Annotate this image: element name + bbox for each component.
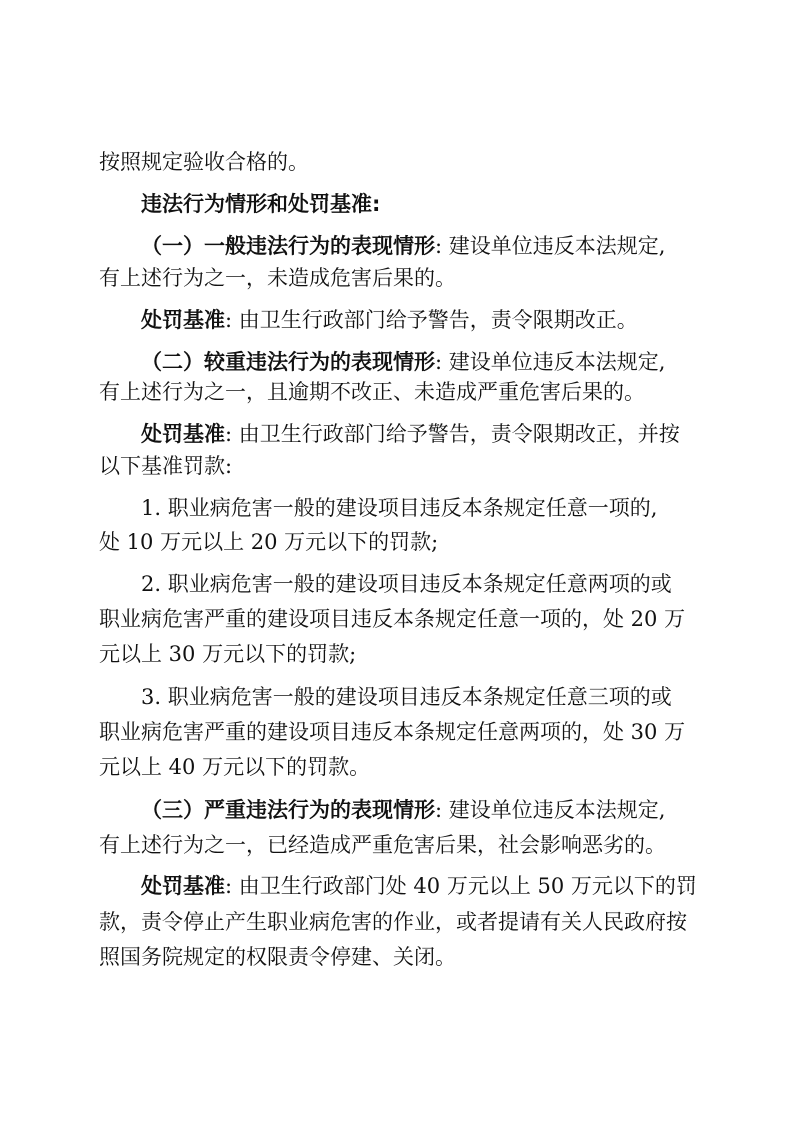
paragraph-text: 按照规定验收合格的。 — [99, 150, 309, 174]
penalty-two-line-2: 以下基准罚款: — [99, 454, 233, 478]
section-three-text: : 建设单位违反本法规定, — [435, 798, 666, 822]
penalty-three-line-3: 照国务院规定的权限责令停建、关闭。 — [99, 945, 456, 969]
penalty-two-line-1 — [141, 420, 680, 448]
section-three-label: （三）严重违法行为的表现情形 — [141, 798, 435, 822]
penalty-three-text: : 由卫生行政部门处 40 万元以上 50 万元以下的罚 — [225, 874, 697, 898]
section-one-line-1 — [141, 232, 665, 260]
penalty-one-label: 处罚基准 — [141, 308, 225, 332]
section-one-label: （一）一般违法行为的表现情形 — [141, 234, 435, 258]
section-heading: 违法行为情形和处罚基准: — [141, 192, 381, 216]
item-two-line-3: 元以上 30 万元以下的罚款; — [99, 642, 357, 666]
item-two-line-2: 职业病危害严重的建设项目违反本条规定任意一项的，处 20 万 — [99, 607, 686, 631]
section-two-line-1 — [141, 348, 665, 376]
item-three-line-3: 元以上 40 万元以下的罚款。 — [99, 755, 371, 779]
penalty-three-label: 处罚基准 — [141, 874, 225, 898]
item-one-line-1: 1. 职业病危害一般的建设项目违反本条规定任意一项的, — [141, 496, 658, 520]
section-three-line-1 — [141, 796, 665, 824]
penalty-three-line-2: 款，责令停止产生职业病危害的作业，或者提请有关人民政府按 — [99, 910, 687, 934]
section-two-text: : 建设单位违反本法规定, — [435, 350, 666, 374]
penalty-two-text: : 由卫生行政部门给予警告，责令限期改正，并按 — [225, 422, 680, 446]
item-three-line-1: 3. 职业病危害一般的建设项目违反本条规定任意三项的或 — [141, 685, 672, 709]
section-three-line-2: 有上述行为之一，已经造成严重危害后果，社会影响恶劣的。 — [99, 833, 666, 857]
section-one-text: : 建设单位违反本法规定, — [435, 234, 666, 258]
paragraph-line — [99, 148, 309, 176]
item-three-line-2: 职业病危害严重的建设项目违反本条规定任意两项的，处 30 万 — [99, 720, 686, 744]
penalty-one-text: : 由卫生行政部门给予警告，责令限期改正。 — [225, 308, 638, 332]
section-two-line-2: 有上述行为之一，且逾期不改正、未造成严重危害后果的。 — [99, 380, 645, 404]
penalty-two-label: 处罚基准 — [141, 422, 225, 446]
penalty-one-line — [141, 306, 638, 334]
section-one-line-2: 有上述行为之一，未造成危害后果的。 — [99, 266, 456, 290]
item-two-line-1: 2. 职业病危害一般的建设项目违反本条规定任意两项的或 — [141, 572, 672, 596]
penalty-three-line-1 — [141, 872, 697, 900]
section-two-label: （二）较重违法行为的表现情形 — [141, 350, 435, 374]
item-one-line-2: 处 10 万元以上 20 万元以下的罚款; — [99, 530, 439, 554]
